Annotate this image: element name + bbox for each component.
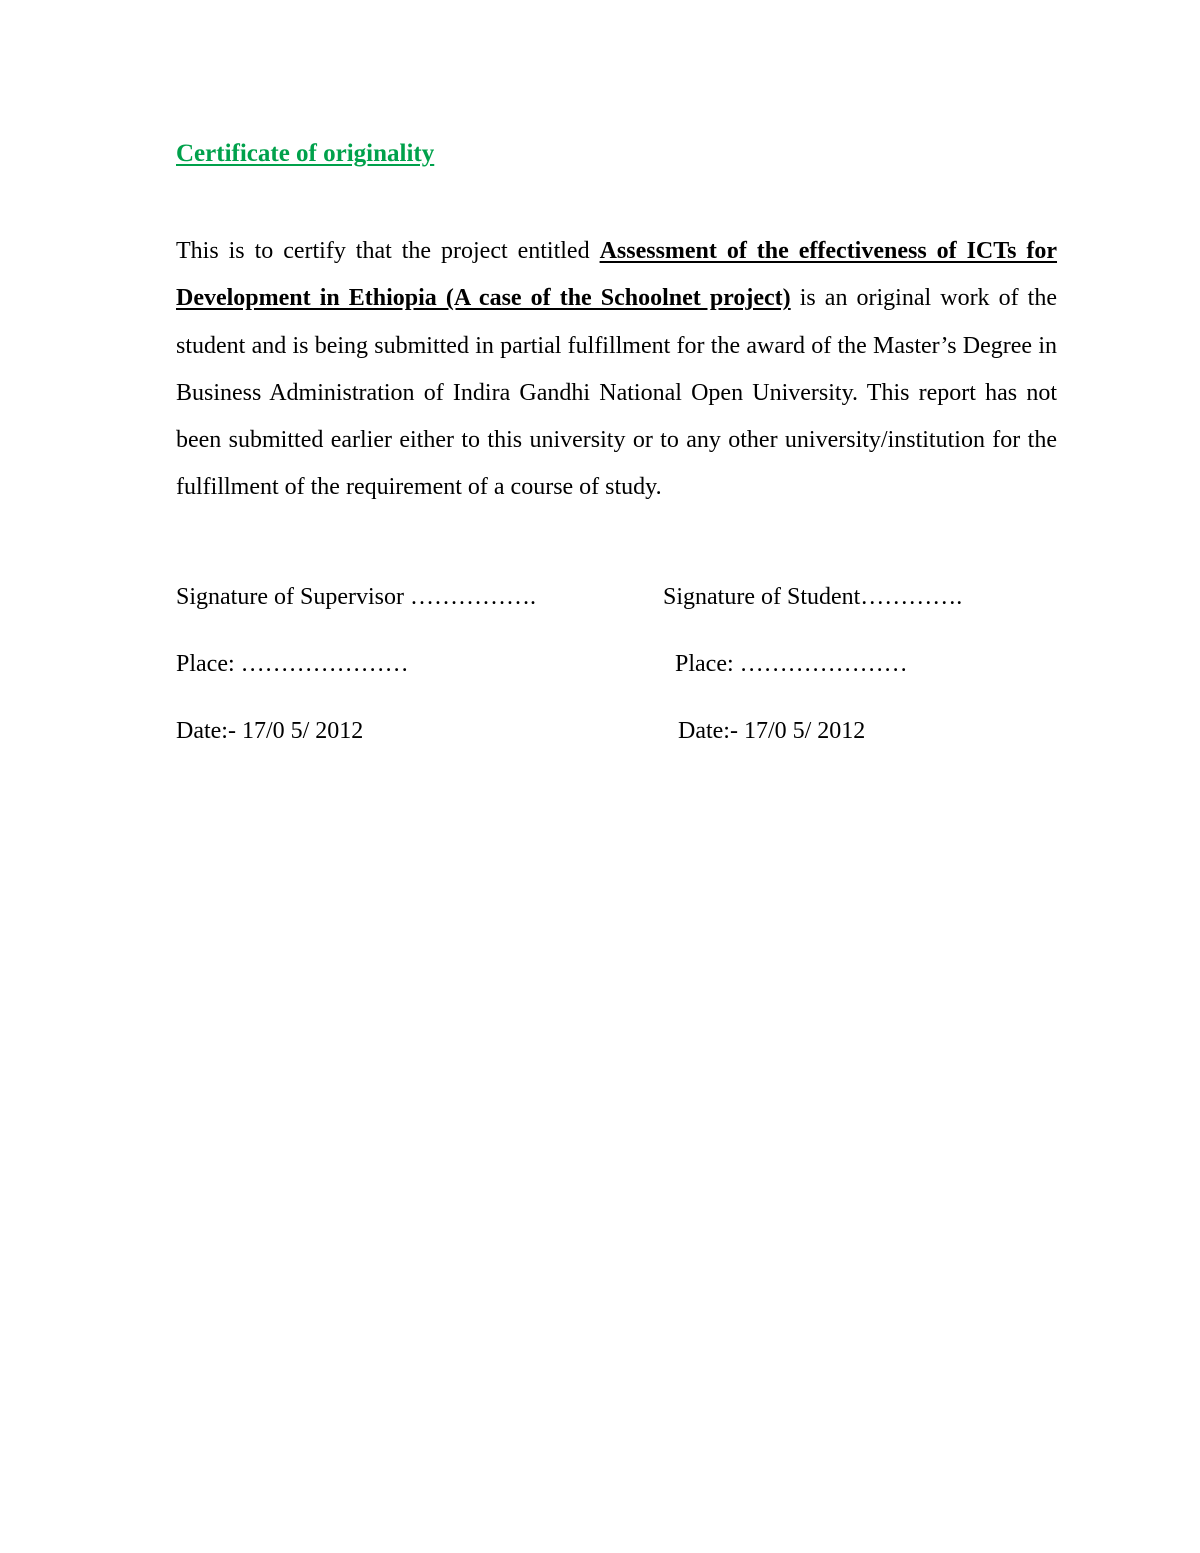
certificate-heading: Certificate of originality <box>176 140 435 167</box>
body-rest: is an original work of the student and is being submitted in partial fulfillment for the award of the Master’s Degree in Business Administration of Indira Gandhi National Open University. This report has not been submitted earlier either to this university or to any other university/institution for the fulfillment of the requirement of a course of study. <box>176 285 1057 501</box>
body-intro: This is to certify that the project entitled <box>176 238 600 264</box>
signature-row <box>0 584 1200 624</box>
supervisor-signature-label: Signature of Supervisor ……………. <box>176 584 536 610</box>
student-place-label: Place: ………………… <box>675 651 908 677</box>
supervisor-place-label: Place: ………………… <box>176 651 409 677</box>
student-signature-label: Signature of Student…………. <box>663 584 963 610</box>
project-title: Assessment of the effectiveness of ICTs for Development in Ethiopia (A case of the Schoolnet project) <box>176 238 1058 312</box>
supervisor-date-label: Date:- 17/0 5/ 2012 <box>176 718 364 744</box>
student-date-label: Date:- 17/0 5/ 2012 <box>678 718 866 744</box>
place-row <box>0 651 1200 691</box>
certificate-body <box>176 228 1057 512</box>
date-row <box>0 718 1200 758</box>
